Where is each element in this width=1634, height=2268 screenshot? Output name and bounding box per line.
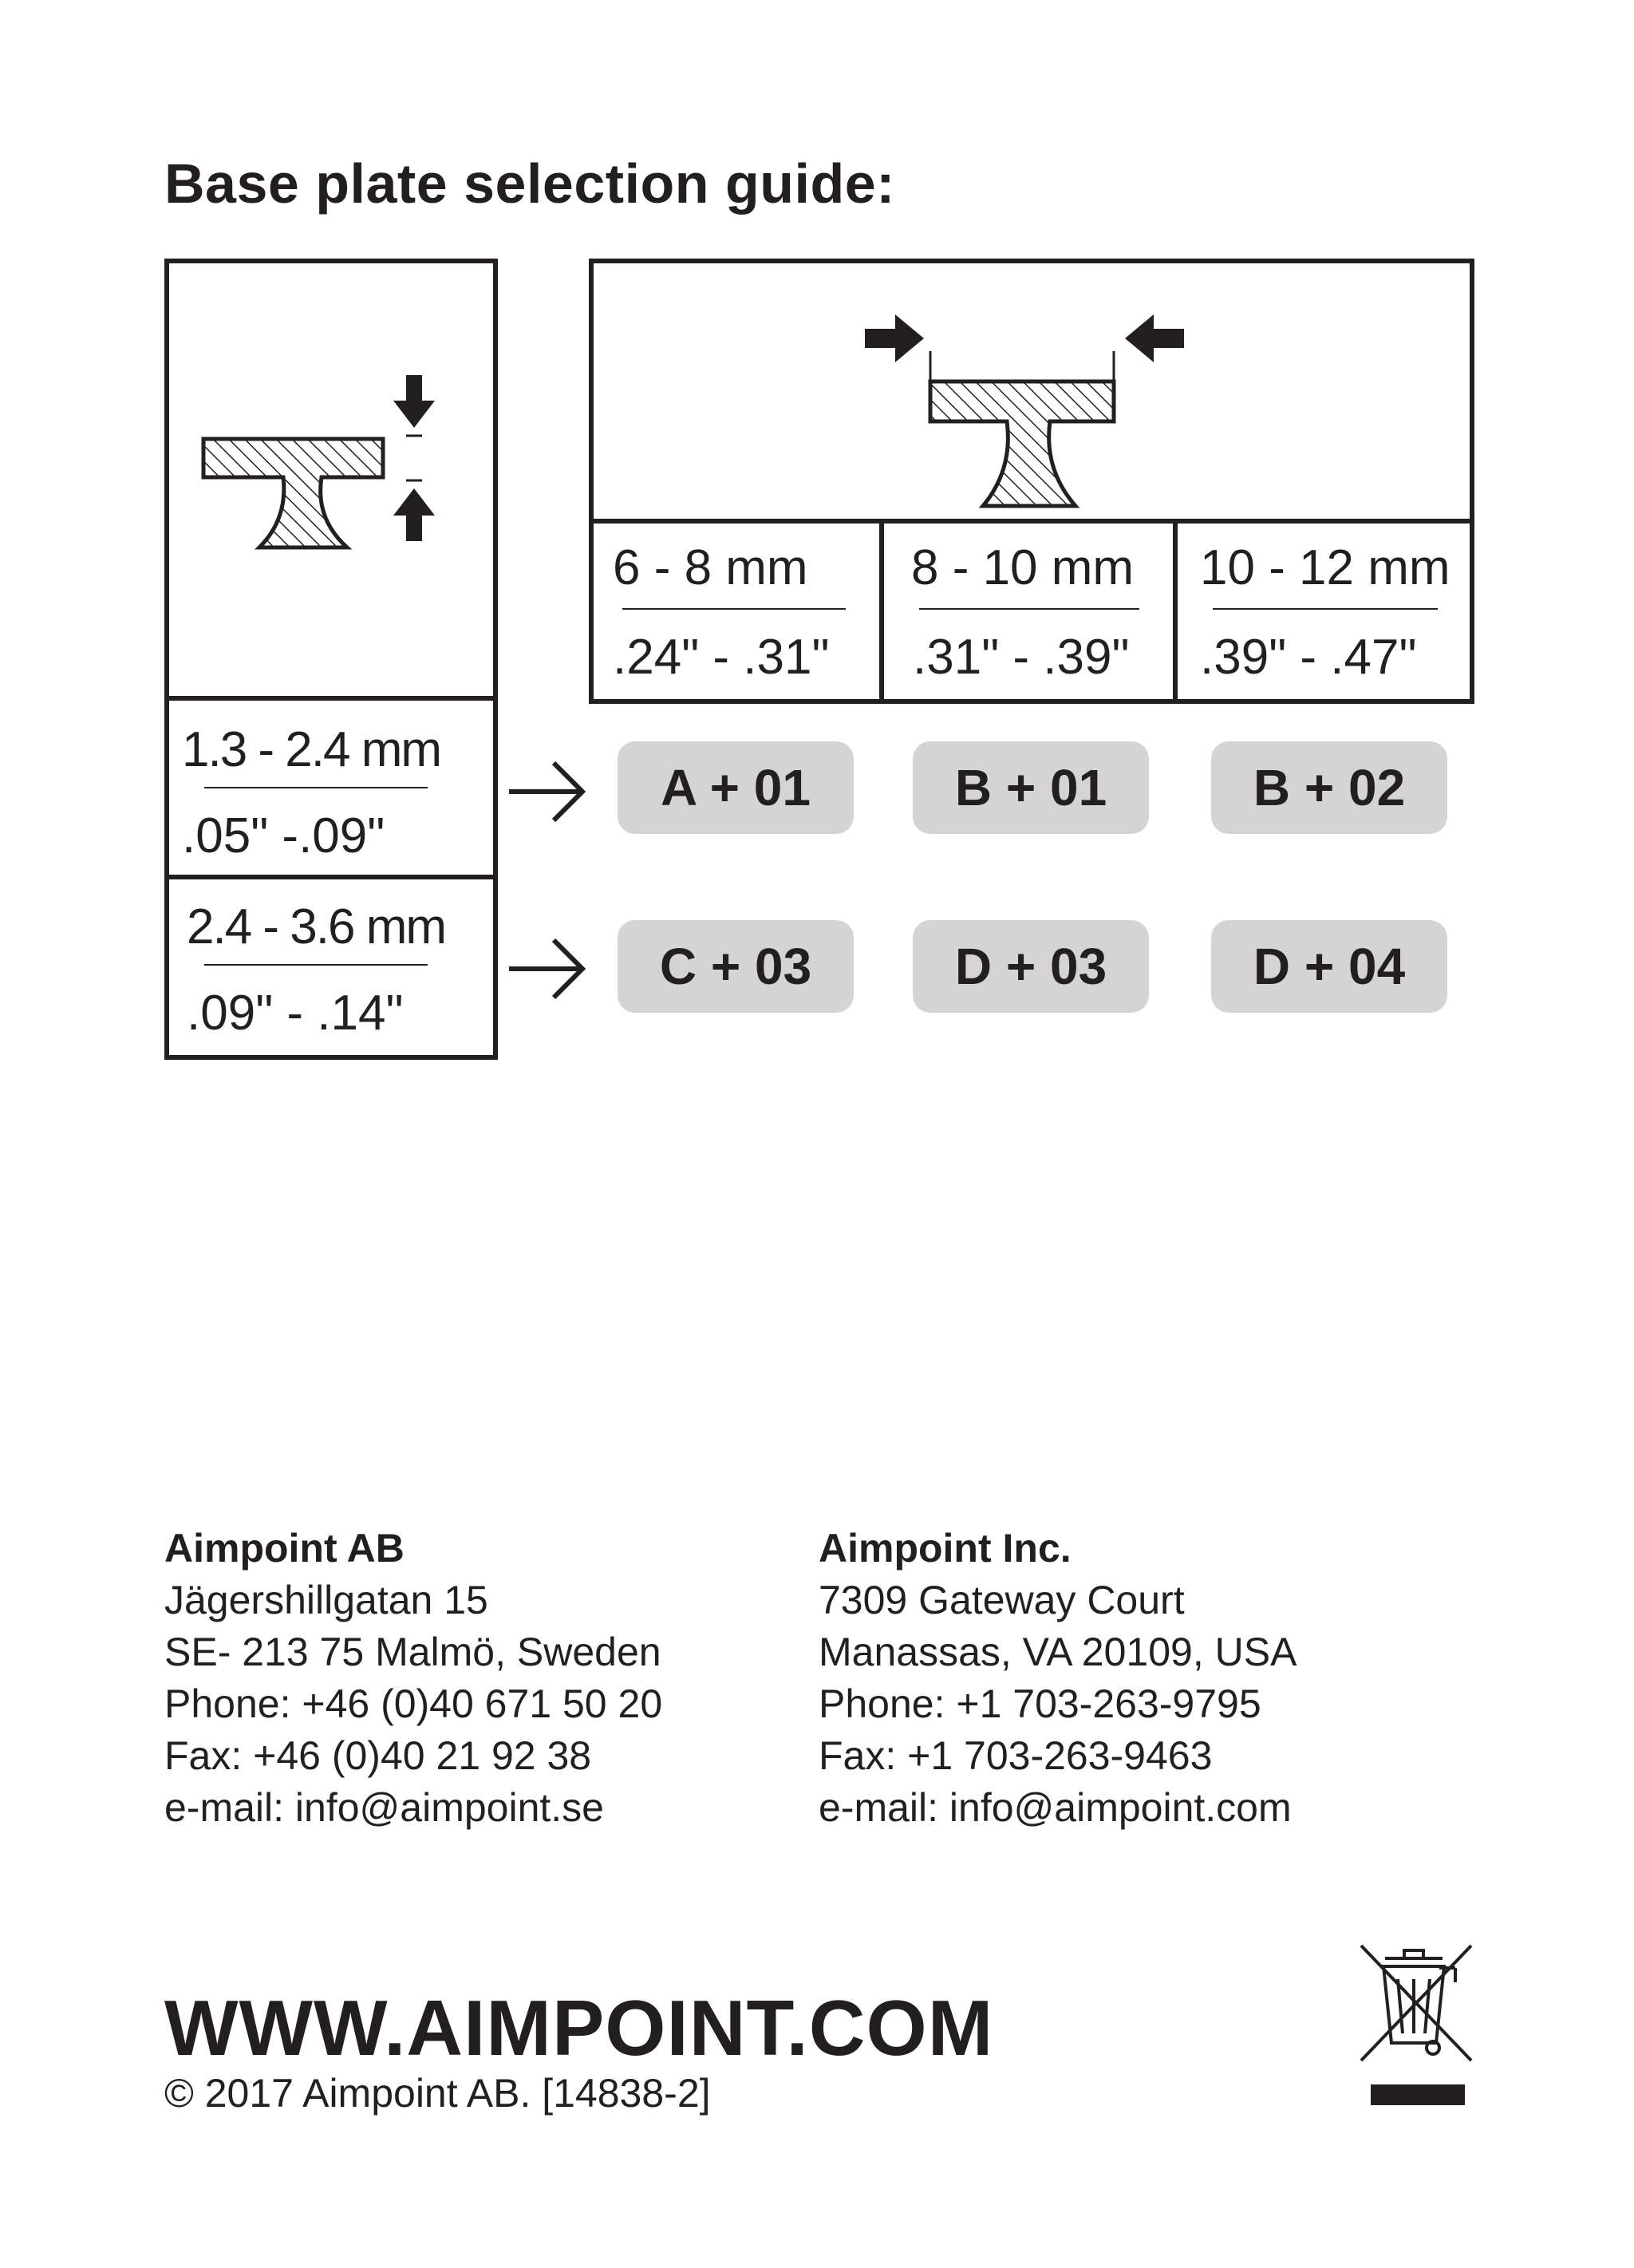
address-line: SE- 213 75 Malmö, Sweden — [164, 1630, 661, 1674]
col-2-mm: 8 - 10 mm — [911, 540, 1135, 595]
code-pill: B + 01 — [913, 741, 1149, 834]
t-profile-width-icon — [865, 303, 1184, 511]
row-1-inch: .05" -.09" — [182, 808, 385, 863]
address-line: 7309 Gateway Court — [819, 1578, 1185, 1622]
office-address-usa — [819, 1523, 1297, 1834]
office-name: Aimpoint Inc. — [819, 1526, 1072, 1571]
website-url: WWW.AIMPOINT.COM — [164, 1984, 994, 2072]
row-2-inch: .09" - .14" — [187, 986, 404, 1041]
row-1-mm: 1.3 - 2.4 mm — [182, 722, 440, 777]
t-profile-thickness-icon — [195, 359, 467, 551]
phone-line: Phone: +1 703-263-9795 — [819, 1681, 1261, 1726]
office-name: Aimpoint AB — [164, 1526, 405, 1571]
col-1-inch: .24" - .31" — [613, 630, 830, 685]
col-1-mm: 6 - 8 mm — [613, 540, 808, 595]
page-title: Base plate selection guide: — [164, 152, 895, 215]
right-arrow-icon — [507, 760, 587, 824]
code-pill: B + 02 — [1211, 741, 1447, 834]
copyright: © 2017 Aimpoint AB. [14838-2] — [164, 2071, 711, 2116]
fax-line: Fax: +1 703-263-9463 — [819, 1733, 1213, 1778]
code-pill: A + 01 — [618, 741, 854, 834]
email-line: e-mail: info@aimpoint.se — [164, 1785, 604, 1830]
phone-line: Phone: +46 (0)40 671 50 20 — [164, 1681, 663, 1726]
address-line: Jägershillgatan 15 — [164, 1578, 488, 1622]
code-pill: D + 03 — [913, 920, 1149, 1013]
col-3-mm: 10 - 12 mm — [1200, 540, 1450, 595]
col-3-inch: .39" - .47" — [1200, 630, 1417, 685]
office-address-sweden — [164, 1523, 662, 1834]
email-line: e-mail: info@aimpoint.com — [819, 1785, 1292, 1830]
fax-line: Fax: +46 (0)40 21 92 38 — [164, 1733, 592, 1778]
right-arrow-icon — [507, 937, 587, 1001]
code-pill: C + 03 — [618, 920, 854, 1013]
row-2-mm: 2.4 - 3.6 mm — [187, 899, 445, 954]
code-pill: D + 04 — [1211, 920, 1447, 1013]
col-2-inch: .31" - .39" — [913, 630, 1130, 685]
address-line: Manassas, VA 20109, USA — [819, 1630, 1297, 1674]
crossed-bin-icon — [1356, 1941, 1476, 2116]
